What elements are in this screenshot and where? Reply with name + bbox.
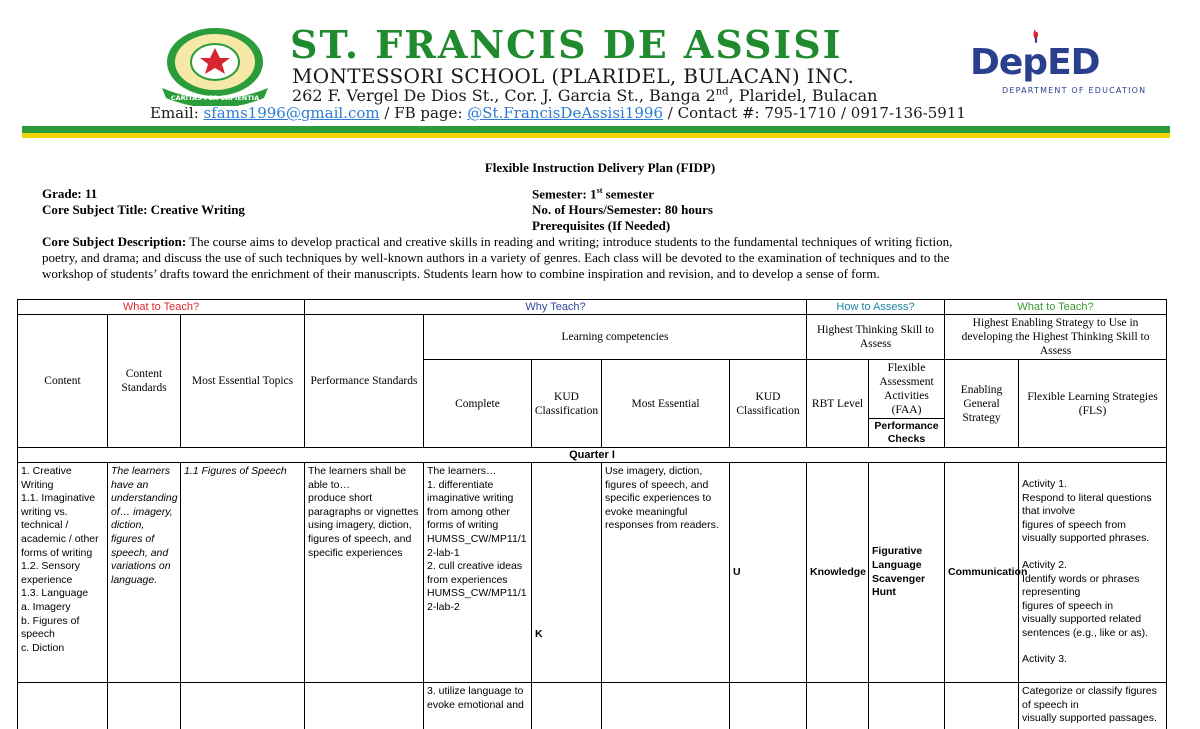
subject-description: Core Subject Description: The course aims to develop practical and creative skills in reading and writing; introduce students to the fundamental techniques of writing fiction, poetry, and drama; and discuss the use of such techniques by well-known authors in a variety of genres. Each class will be devoted to the examination of techniques and to the workshop of students’ drafts toward the enrichment of their manuscripts. Students learn how to combine inspiration and revision, and to develop a sense of form. [42, 234, 953, 282]
competency-1-detail: imaginative writing [427, 492, 514, 505]
fls-line: Respond to literal questions that involve [1022, 491, 1152, 518]
school-subtitle: MONTESSORI SCHOOL (PLARIDEL, BULACAN) INC. [292, 64, 855, 88]
header-content: Content [18, 315, 108, 448]
header-rbt-level: RBT Level [807, 360, 869, 448]
header-kud-classification-2: KUD Classification [730, 360, 807, 448]
competency-2-code: HUMSS_CW/MP11/12-lab-2 [427, 587, 527, 613]
fls-cell [1019, 463, 1167, 683]
competency-1-rest: from among other forms of writing [427, 505, 510, 532]
competency-intro: The learners… [427, 465, 497, 477]
grade: Grade: 11 [42, 186, 98, 201]
empty-cell [945, 683, 1019, 729]
empty-cell [18, 683, 108, 729]
header-complete: Complete [424, 360, 532, 448]
deped-logo: DepED [970, 42, 1100, 83]
document-title: Flexible Instruction Delivery Plan (FIDP) [484, 160, 716, 175]
performance-standards-cell [305, 463, 424, 683]
content-cell [18, 463, 108, 683]
category-header-row [18, 300, 1167, 315]
most-essential-cell [602, 463, 730, 683]
competency-1-code: HUMSS_CW/MP11/12-lab-1 [427, 532, 527, 559]
school-address: 262 F. Vergel De Dios St., Cor. J. Garcia St., Banga 2nd, Plaridel, Bulacan [292, 86, 878, 105]
fls-line: visually supported phrases. [1022, 532, 1150, 545]
empty-cell [807, 683, 869, 729]
content-item: b. Figures of speech [21, 614, 80, 641]
content-item: 1.3. Language [21, 587, 89, 600]
fls-line: Identify words or phrases representing [1022, 572, 1140, 599]
fls-line: figures of speech from [1022, 518, 1126, 531]
header-row-1 [18, 315, 1167, 360]
prerequisites: Prerequisites (If Needed) [532, 218, 671, 233]
competency-1: 1. differentiate [427, 478, 494, 491]
content-item: 1.1. Imaginative writing vs. technical / academic / other forms of writing [21, 492, 99, 559]
fls-line: Activity 1. [1022, 477, 1067, 490]
category-what-to-teach-2: What to Teach? [945, 300, 1167, 315]
complete-competency-cell [424, 463, 532, 683]
fb-page-link[interactable]: @St.FrancisDeAssisi1996 [467, 104, 664, 122]
category-how-to-assess: How to Assess? [807, 300, 945, 315]
deped-subtitle: DEPARTMENT OF EDUCATION [1002, 86, 1147, 95]
most-essential-topic-cell: 1.1 Figures of Speech [181, 463, 305, 683]
table-row [18, 683, 1167, 729]
quarter-label: Quarter I [18, 448, 1167, 463]
header-content-standards: Content Standards [108, 315, 181, 448]
rbt-level-cell: Knowledge [807, 463, 869, 683]
complete-competency-cell-2: 3. utilize language to evoke emotional and [424, 683, 532, 729]
header-green-band [22, 126, 1170, 133]
table-row [18, 463, 1167, 683]
empty-cell [602, 683, 730, 729]
content-item: 1.2. Sensory experience [21, 560, 80, 586]
letterhead [0, 0, 1200, 150]
category-why-teach: Why Teach? [305, 300, 807, 315]
header-performance-checks: Performance Checks [869, 419, 945, 448]
content-item: 1. Creative Writing [21, 465, 72, 491]
fls-cell-2 [1019, 683, 1167, 729]
subject-title: Core Subject Title: Creative Writing [42, 202, 245, 217]
competency-2: 2. cull creative ideas from experiences [427, 560, 523, 586]
content-item: c. Diction [21, 641, 65, 654]
fls-line: Activity 2. [1022, 558, 1067, 571]
fls-line: visually supported related sentences (e.g., like or as). [1022, 613, 1149, 639]
quarter-row [18, 448, 1167, 463]
empty-cell [305, 683, 424, 729]
empty-cell [869, 683, 945, 729]
most-essential-text-2: responses from readers. [605, 519, 719, 532]
header-faa: Flexible Assessment Activities (FAA) [869, 360, 945, 419]
fls-line: Categorize or classify figures of speech in [1022, 685, 1157, 711]
header-performance-standards: Performance Standards [305, 315, 424, 448]
fls-spacer [1022, 640, 1163, 653]
performance-intro: The learners shall be able to… [308, 465, 407, 491]
header-kud-classification-1: KUD Classification [532, 360, 602, 448]
content-item: a. Imagery [21, 600, 71, 613]
header-fls: Flexible Learning Strategies (FLS) [1019, 360, 1167, 448]
school-name: ST. FRANCIS DE ASSISI [290, 22, 843, 67]
kud-classification-1-cell: K [532, 463, 602, 683]
header-most-essential: Most Essential [602, 360, 730, 448]
svg-text:CARITAS PER SAPIENTIA: CARITAS PER SAPIENTIA [170, 94, 260, 102]
fls-spacer [1022, 546, 1163, 559]
empty-cell [181, 683, 305, 729]
hours-per-semester: No. of Hours/Semester: 80 hours [532, 202, 713, 217]
empty-cell [532, 683, 602, 729]
header-highest-enabling-strategy: Highest Enabling Strategy to Use in developing the Highest Thinking Skill to Assess [945, 315, 1167, 360]
fidp-table [17, 299, 1167, 729]
header-highest-thinking-skill: Highest Thinking Skill to Assess [807, 315, 945, 360]
fls-line: visually supported passages. [1022, 712, 1157, 725]
school-seal-icon [150, 26, 280, 106]
email-link[interactable]: sfams1996@gmail.com [203, 104, 380, 122]
header-enabling-general-strategy: Enabling General Strategy [945, 360, 1019, 448]
semester: Semester: 1st semester [532, 186, 654, 202]
most-essential-text: Use imagery, diction, figures of speech, and specific experiences to evoke meaningful [605, 465, 712, 518]
faa-cell: Figurative Language Scavenger Hunt [869, 463, 945, 683]
category-what-to-teach: What to Teach? [18, 300, 305, 315]
empty-cell [108, 683, 181, 729]
kud-classification-2-cell: U [730, 463, 807, 683]
header-most-essential-topics: Most Essential Topics [181, 315, 305, 448]
header-learning-competencies: Learning competencies [424, 315, 807, 360]
empty-cell [730, 683, 807, 729]
fls-line: figures of speech in [1022, 599, 1114, 612]
school-contact: Email: sfams1996@gmail.com / FB page: @St.FrancisDeAssisi1996 / Contact #: 795-1710 / 0917-136-5911 [150, 104, 966, 122]
enabling-strategy-cell: Communication [945, 463, 1019, 683]
fls-line: Activity 3. [1022, 653, 1067, 666]
performance-detail: produce short paragraphs or vignettes using imagery, diction, figures of speech, and specific experiences [308, 492, 419, 559]
content-standards-cell: The learners have an understanding of… imagery, diction, figures of speech, and variations on language. [108, 463, 181, 683]
header-yellow-band [22, 133, 1170, 138]
